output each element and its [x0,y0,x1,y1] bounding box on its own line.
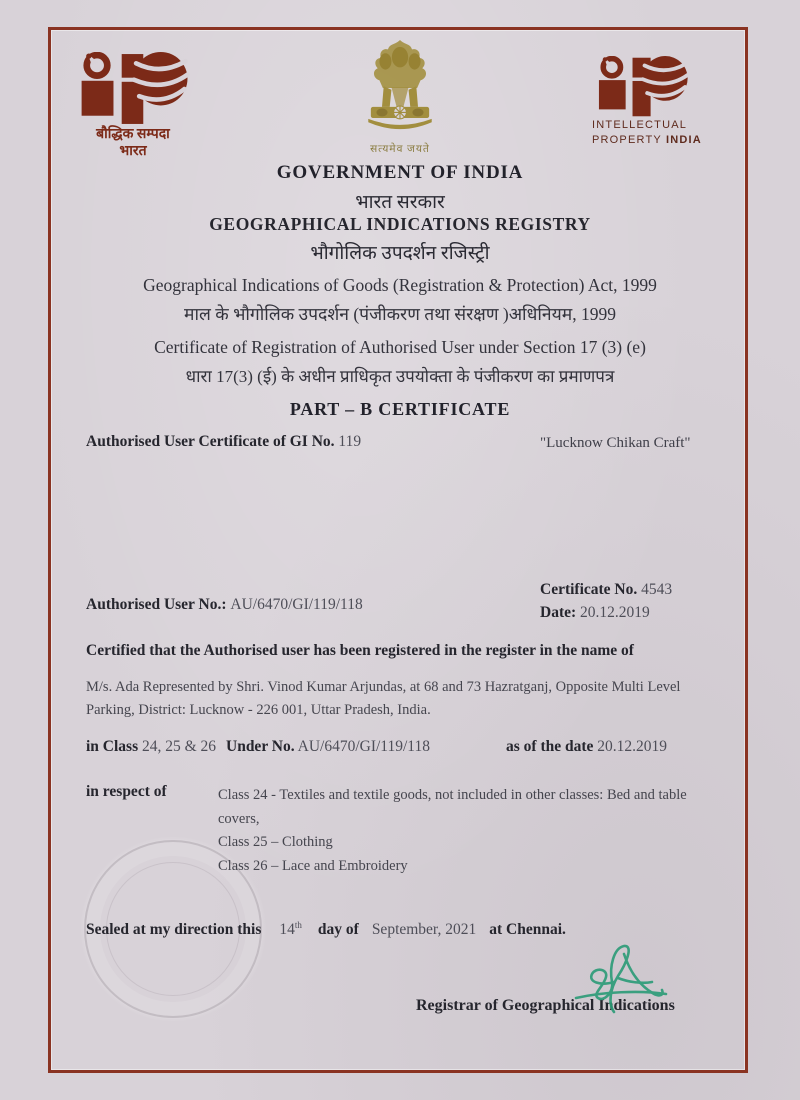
in-respect-of-label: in respect of [86,783,167,800]
gi-number-value: 119 [338,433,362,450]
goods-classes-list [218,784,706,878]
class-numbers: in Class 24, 25 & 26 [86,738,217,755]
class-26-description: Class 26 – Lace and Embroidery [218,857,408,874]
sealed-statement: Sealed at my direction this 14th day of September, 2021 at Chennai. [86,920,566,939]
certificate-number-value: 4543 [641,581,673,598]
heading-act-english: Geographical Indications of Goods (Registration & Protection) Act, 1999 [143,275,657,295]
ip-logo-icon [592,56,732,118]
national-emblem [340,40,460,156]
certificate-date-line: Date: 20.12.2019 [540,604,650,621]
heading-government-of-india: GOVERNMENT OF INDIA [276,162,524,183]
as-of-date: as of the date 20.12.2019 [506,738,668,755]
class-25-description: Class 25 – Clothing [218,834,333,850]
class-24-description: Class 24 - Textiles and textile goods, not included in other classes: Bed and table covers, [218,787,687,827]
under-number: Under No. AU/6470/GI/119/118 [226,738,430,755]
certified-statement: Certified that the Authorised user has been registered in the register in the name of [86,642,634,659]
registrar-title: Registrar of Geographical Indications [416,997,675,1014]
ip-logo-text-line1: INTELLECTUAL [592,119,688,131]
heading-act-hindi: माल के भौगोलिक उपदर्शन (पंजीकरण तथा संरक्षण )अधिनियम, 1999 [184,304,616,324]
certificate-date-value: 20.12.2019 [580,604,650,621]
certificate-number-line: Certificate No. 4543 [540,581,673,598]
part-b-certificate-title: PART – B CERTIFICATE [289,399,511,419]
ip-logo-text-line2: PROPERTY INDIA [592,134,702,146]
ip-logo-icon [58,52,208,126]
holder-details: M/s. Ada Represented by Shri. Vinod Kumar Arjundas, at 68 and 73 Hazratganj, Opposite Multi Level Parking, District: Lucknow - 226 001, Uttar Pradesh, India. [86,679,681,718]
ip-logo-hindi-line2: भारत [119,144,147,159]
heading-certificate-section-hindi: धारा 17(3) (ई) के अधीन प्राधिकृत उपयोक्ता के पंजीकरण का प्रमाणपत्र [185,367,615,386]
seal-day-value: 14 [279,921,295,939]
satyameva-jayate-motto: सत्यमेव जयते [370,144,430,155]
heading-gi-registry: GEOGRAPHICAL INDICATIONS REGISTRY [209,214,591,234]
gi-name-value: "Lucknow Chikan Craft" [540,435,691,451]
heading-gi-registry-hindi: भौगोलिक उपदर्शन रजिस्ट्री [310,243,490,264]
authorised-user-number-value: AU/6470/GI/119/118 [230,596,363,613]
certificate-number-block [540,578,672,624]
heading-government-hindi: भारत सरकार [355,192,445,213]
authorised-user-number-line: Authorised User No.: AU/6470/GI/119/118 [86,596,363,613]
ip-india-logo-left [58,52,208,160]
heading-certificate-section: Certificate of Registration of Authorised User under Section 17 (3) (e) [154,337,646,357]
ashoka-emblem-icon [356,123,444,140]
registrar-signature-icon [562,942,680,1029]
gi-number-line: Authorised User Certificate of GI No. 119 [86,433,362,450]
seal-month-value: September, 2021 [371,921,477,939]
ip-india-logo-right [592,56,732,148]
ip-logo-hindi-line1: बौद्धिक सम्पदा [96,127,170,142]
